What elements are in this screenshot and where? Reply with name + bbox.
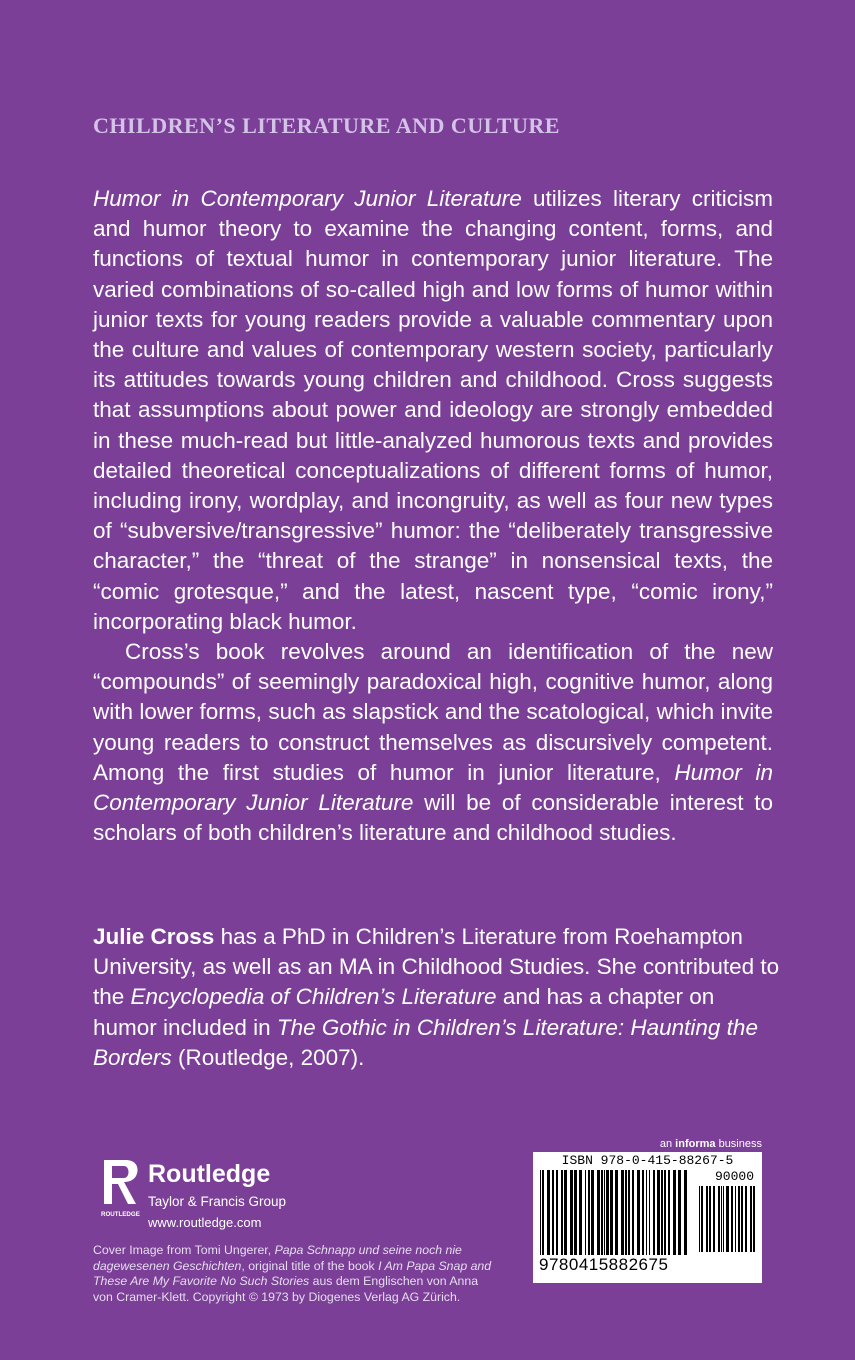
barcode-bar [556, 1170, 558, 1255]
barcode-bar [597, 1170, 600, 1255]
barcode-bar [591, 1170, 594, 1255]
publisher-logo [100, 1158, 320, 1238]
barcode-bar [731, 1186, 733, 1252]
barcode-bar [646, 1170, 647, 1255]
ean-number: 9780415882675 [539, 1255, 669, 1274]
blurb-text: will be of considerable interest to scholars of both children’s literature and childhood studies. [93, 790, 773, 846]
barcode-bar [706, 1186, 708, 1252]
credit-text: , original title of the book [241, 1258, 379, 1273]
barcode-bar [574, 1170, 577, 1255]
barcode-bar [699, 1186, 700, 1252]
blurb [93, 184, 773, 848]
barcode-bar [621, 1170, 624, 1255]
blurb-paragraph-1 [93, 184, 773, 637]
book-title: Humor in Contemporary Junior Literature [93, 186, 522, 211]
barcode-bar [738, 1186, 740, 1252]
barcode-bar [709, 1186, 711, 1252]
credit-text: aus dem Englischen von Anna von Cramer-Klett. Copyright © 1973 by Diogenes Verlag AG Zürich. [93, 1274, 479, 1304]
barcode-bar [718, 1186, 720, 1252]
informa-suffix: business [715, 1138, 762, 1150]
barcode-bar [723, 1186, 724, 1252]
barcode-bar [564, 1170, 567, 1255]
barcode-bar [741, 1186, 743, 1252]
book-title: Humor in Contemporary Junior Literature [93, 759, 773, 816]
ean-barcode-bars [539, 1170, 689, 1255]
credit-text: Cover Image from Tomi Ungerer, [93, 1243, 275, 1257]
bio-text: has a PhD in Children’s Literature from Roehampton University, as well as an MA in Childhood Studies. She contributed to the [93, 924, 780, 1010]
barcode-bar [664, 1170, 666, 1255]
barcode-bar [750, 1186, 752, 1252]
series-title: CHILDREN’S LITERATURE AND CULTURE [93, 113, 560, 138]
price-code: 90000 [714, 1169, 754, 1184]
price-addon-bars [698, 1186, 756, 1252]
isbn-text: ISBN 978-0-415-88267-5 [561, 1153, 734, 1168]
barcode-bar [684, 1170, 687, 1255]
barcode-bar [604, 1170, 605, 1255]
barcode-bar [632, 1170, 634, 1255]
barcode-bar [542, 1170, 544, 1255]
barcode-bar [657, 1170, 660, 1255]
bio-book-title: The Gothic in Children’s Literature: Haunting the Borders [93, 1014, 758, 1070]
cover-image-credit [93, 1243, 493, 1305]
barcode-bar [653, 1170, 655, 1255]
barcode-bar [713, 1186, 715, 1252]
bio-book-title: Encyclopedia of Children’s Literature [130, 984, 497, 1010]
author-name: Julie Cross [93, 924, 215, 949]
author-bio [93, 922, 783, 1073]
barcode-bar [745, 1186, 747, 1252]
barcode-bar [642, 1170, 644, 1255]
logo-mark-letters: ROUTLEDGE [101, 1211, 140, 1218]
barcode-bar [678, 1170, 681, 1255]
barcode-bar [625, 1170, 627, 1255]
barcode-bar [601, 1170, 603, 1255]
barcode-bar [701, 1186, 703, 1252]
barcode-bar [649, 1170, 650, 1255]
publisher-name: Routledge [148, 1160, 271, 1188]
barcode-bar [547, 1170, 550, 1255]
barcode-bar [579, 1170, 582, 1255]
blurb-paragraph-2 [93, 637, 773, 848]
bio-text: and has a chapter on humor included in [93, 984, 715, 1040]
publisher-group: Taylor & Francis Group [148, 1194, 287, 1209]
barcode-bar [637, 1170, 640, 1255]
barcode-bar [661, 1170, 663, 1255]
barcode-bar [668, 1170, 670, 1255]
informa-brand: informa [675, 1138, 716, 1150]
author-bio-paragraph [93, 922, 783, 1073]
barcode-bar [606, 1170, 609, 1255]
informa-tagline [660, 1138, 762, 1150]
publisher-url: www.routledge.com [148, 1215, 262, 1230]
routledge-r-icon [100, 1158, 142, 1218]
barcode-bar [588, 1170, 590, 1255]
barcode-bar [628, 1170, 630, 1255]
bio-text: (Routledge, 2007). [171, 1044, 365, 1070]
barcode-bar [540, 1170, 541, 1255]
barcode-bar [673, 1170, 676, 1255]
barcode-bar [610, 1170, 613, 1255]
barcode [533, 1152, 762, 1283]
informa-prefix: an [659, 1138, 676, 1150]
barcode-bar [721, 1186, 722, 1252]
barcode-bar [552, 1170, 554, 1255]
credit-title: I Am Papa Snap and These Are My Favorite No Such Stories [93, 1258, 492, 1288]
barcode-bar [570, 1170, 573, 1255]
barcode-bar [726, 1186, 729, 1252]
credit-title: Papa Schnapp und seine noch nie dagewesenen Geschichten [93, 1243, 462, 1273]
barcode-bar [615, 1170, 618, 1255]
barcode-bar [735, 1186, 736, 1252]
barcode-bar [585, 1170, 586, 1255]
blurb-text: utilizes literary criticism and humor theory to examine the changing content, forms, and functions of textual humor in contemporary junior literature. The varied combinations of so-called high and low forms of humor within junior texts for young readers provide a valuable commentary upon the culture and values of contemporary western society, particularly its attitudes towards young children and childhood. Cross suggests that assumptions about power and ideology are strongly embedded in these much-read but little-analyzed humorous texts and provides detailed theoretical conceptualizations of different forms of humor, including irony, wordplay, and incongruity, as well as four new types of “subversive/transgressive” humor: the “deliberately transgressive character,” the “threat of the strange” in nonsensical texts, the “comic grotesque,” and the latest, nascent type, “comic irony,” incorporating black humor. [93, 186, 773, 634]
blurb-text: Cross’s book revolves around an identification of the new “compounds” of seemingly paradoxical high, cognitive humor, along with lower forms, such as slapstick and the scatological, which invite young readers to construct themselves as discursively competent. Among the first studies of humor in junior literature, [93, 639, 773, 785]
barcode-bar [753, 1186, 755, 1252]
barcode-bar [561, 1170, 563, 1255]
